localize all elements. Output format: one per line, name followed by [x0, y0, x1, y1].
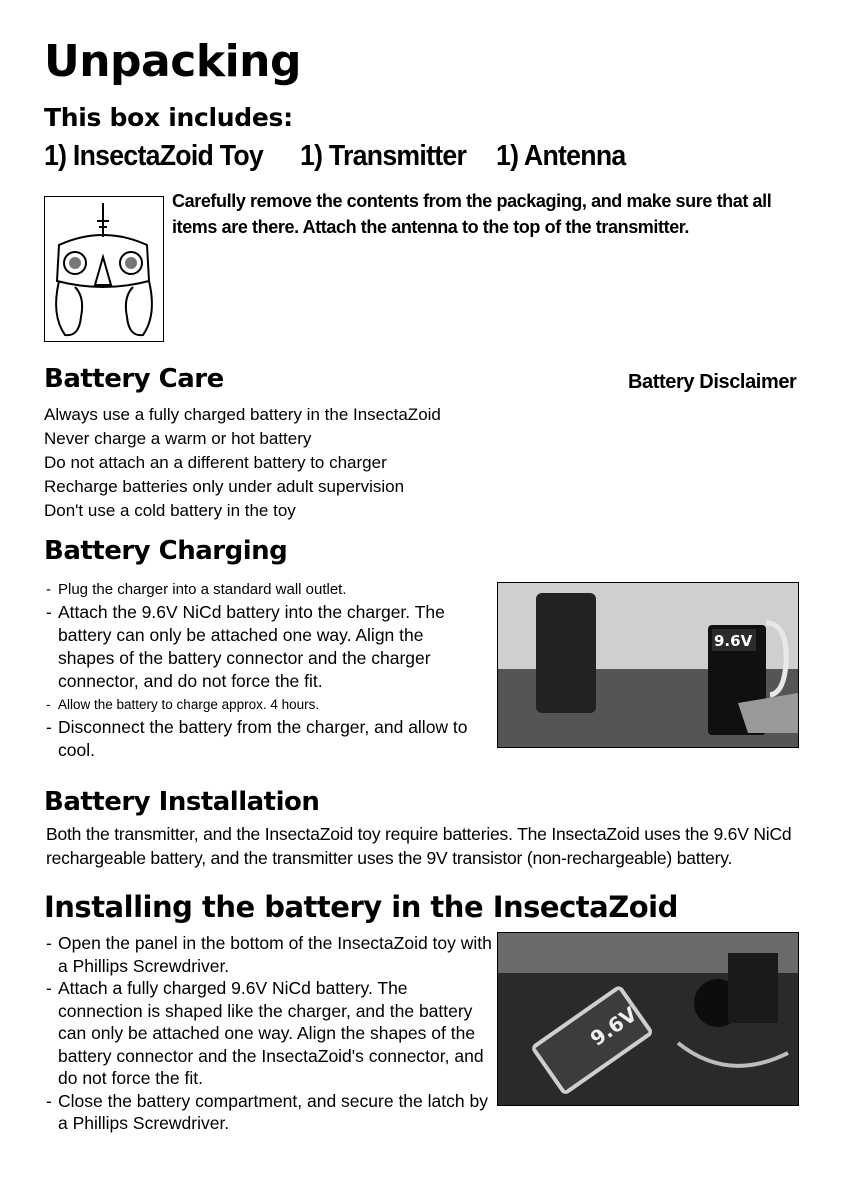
- transmitter-icon: [45, 197, 163, 341]
- list-item: Recharge batteries only under adult supervision: [44, 477, 405, 496]
- list-item: - Open the panel in the bottom of the InsectaZoid toy with a Phillips Screwdriver.: [46, 932, 492, 977]
- intro-text: Carefully remove the contents from the packaging, and make sure that all items are there. Attach the antenna to the top of the transmitter.: [172, 191, 772, 237]
- list-item: - Close the battery compartment, and secure the latch by a Phillips Screwdriver.: [46, 1090, 492, 1135]
- battery-label: 9.6V: [714, 632, 753, 650]
- list-item: Do not attach an a different battery to charger: [44, 453, 387, 472]
- battery-care-heading: Battery Care: [44, 364, 224, 394]
- list-item: Never charge a warm or hot battery: [44, 429, 312, 448]
- list-item: - Allow the battery to charge approx. 4 hours.: [46, 693, 476, 716]
- transmitter-figure: [44, 196, 164, 342]
- battery-label: 9.6V: [585, 1001, 642, 1051]
- charger-photo: [497, 582, 799, 748]
- list-item: - Attach the 9.6V NiCd battery into the charger. The battery can only be attached one way. Align the shapes of the battery connector and the charger connector, and do not force the fit.: [46, 601, 476, 693]
- box-includes-heading: This box includes:: [44, 103, 293, 132]
- installation-photo: [497, 932, 799, 1106]
- battery-charging-heading: Battery Charging: [44, 536, 288, 566]
- installing-steps: [46, 932, 492, 1135]
- included-item-transmitter: 1) Transmitter: [300, 140, 467, 172]
- list-item: - Disconnect the battery from the charger, and allow to cool.: [46, 716, 476, 762]
- battery-disclaimer: Battery Disclaimer: [628, 371, 797, 393]
- battery-installation-heading: Battery Installation: [44, 787, 320, 817]
- included-item-antenna: 1) Antenna: [496, 140, 626, 172]
- installing-heading: Installing the battery in the InsectaZoid: [44, 890, 678, 924]
- list-item: Always use a fully charged battery in the InsectaZoid: [44, 405, 441, 424]
- battery-charging-steps: [46, 578, 476, 762]
- battery-installation-text: Both the transmitter, and the InsectaZoid toy require batteries. The InsectaZoid uses the 9.6V NiCd rechargeable battery, and the transmitter uses the 9V transistor (non-rechargeable) battery.: [46, 824, 792, 868]
- page-title: Unpacking: [44, 36, 301, 87]
- list-item: Don't use a cold battery in the toy: [44, 501, 296, 520]
- list-item: - Plug the charger into a standard wall outlet.: [46, 578, 476, 601]
- list-item: - Attach a fully charged 9.6V NiCd battery. The connection is shaped like the charger, and the battery can only be attached one way. Align the shapes of the battery connector and the InsectaZoid's connector, and do not force the fit.: [46, 977, 492, 1090]
- battery-care-list: [44, 403, 604, 523]
- included-item-toy: 1) InsectaZoid Toy: [44, 140, 264, 172]
